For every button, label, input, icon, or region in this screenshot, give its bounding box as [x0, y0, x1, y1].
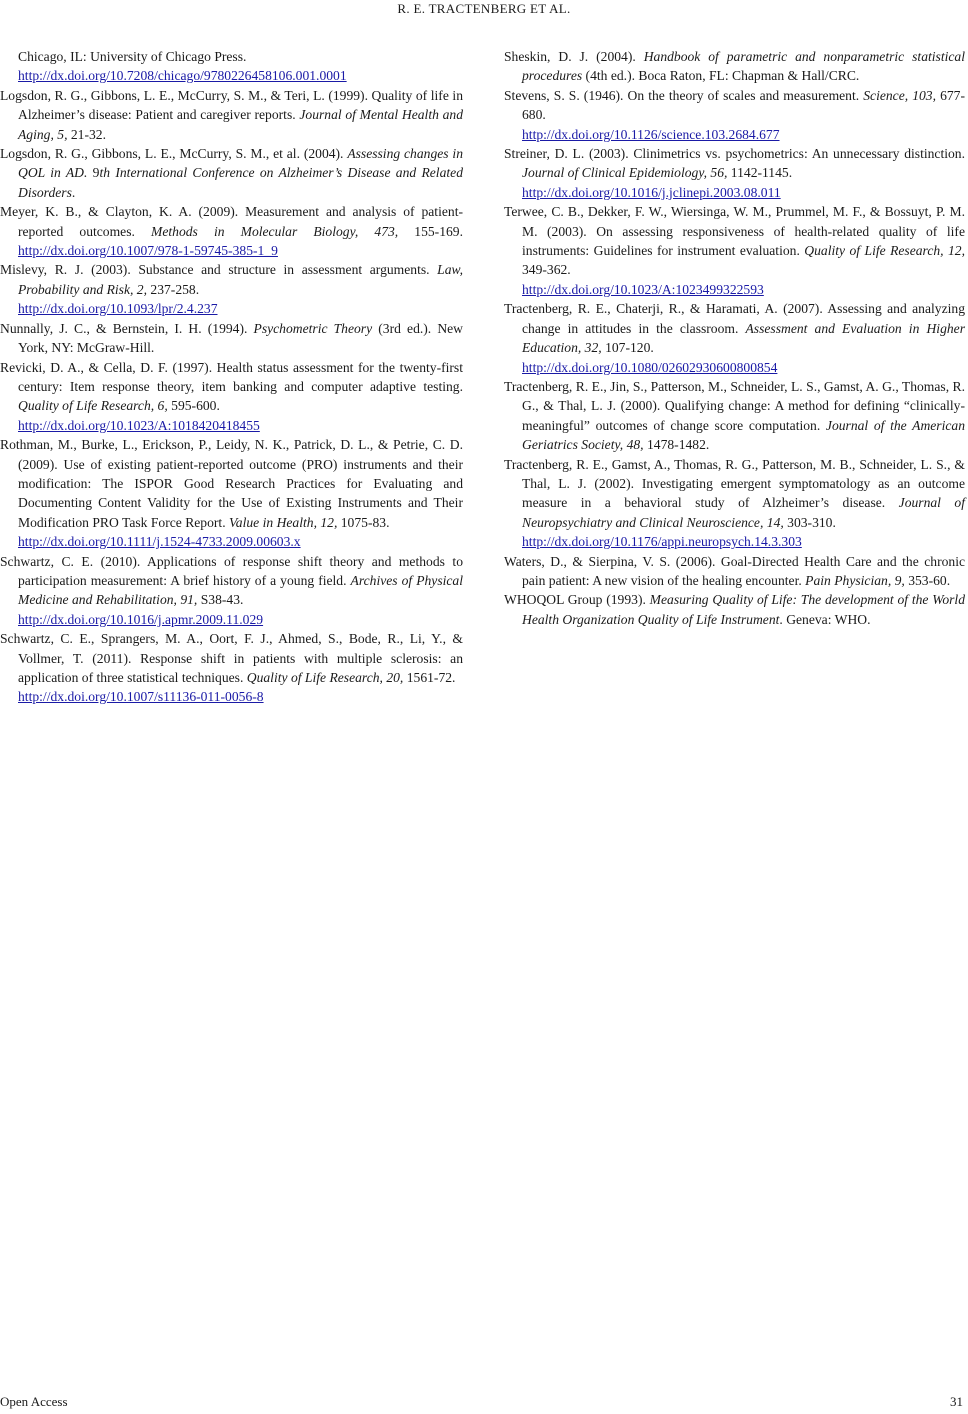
- doi-link[interactable]: http://dx.doi.org/10.1007/978-1-59745-385-1_9: [18, 243, 278, 259]
- reference-entry: [0, 319, 463, 358]
- doi-link[interactable]: http://dx.doi.org/10.1016/j.jclinepi.2003.08.011: [522, 184, 781, 200]
- reference-entry: [0, 435, 463, 551]
- doi-link[interactable]: http://dx.doi.org/10.1111/j.1524-4733.2009.00603.x: [18, 534, 301, 550]
- reference-source-italic: Quality of Life Research, 20,: [246, 670, 404, 685]
- reference-source-italic: Journal of Clinical Epidemiology, 56,: [522, 165, 728, 181]
- reference-text: Tractenberg, R. E., Chaterji, R., & Haramati, A. (2007). Assessing and analyzing change in attitudes in the classroom.: [504, 301, 965, 336]
- reference-source-italic: Assessment and Evaluation in Higher Education, 32,: [522, 320, 965, 356]
- doi-link[interactable]: http://dx.doi.org/10.1176/appi.neuropsych.14.3.303: [522, 534, 802, 550]
- running-head: R. E. TRACTENBERG ET AL.: [397, 1, 571, 16]
- reference-entry: [504, 377, 965, 455]
- reference-text: 303-310.: [783, 514, 836, 530]
- reference-entry: [504, 552, 965, 591]
- reference-text: 237-258.: [147, 281, 200, 297]
- reference-source-italic: Assessing changes in QOL in AD.: [18, 146, 463, 181]
- reference-source-italic: Quality of Life Research, 12,: [804, 243, 965, 259]
- reference-text: (3rd ed.). New York, NY: McGraw-Hill.: [18, 320, 463, 356]
- doi-link[interactable]: http://dx.doi.org/10.1023/A:1023499322593: [522, 281, 764, 297]
- reference-entry: [504, 455, 965, 552]
- reference-text: Terwee, C. B., Dekker, F. W., Wiersinga, W. M., Prummel, M. F., & Bossuyt, P. M. M. (2003). On assessing responsiveness of health-related quality of life instruments: Guidelines for instrument evaluation.: [504, 204, 965, 259]
- reference-text: 1075-83.: [337, 514, 390, 530]
- reference-text: .: [71, 184, 76, 200]
- reference-entry: [504, 590, 965, 629]
- reference-entry: [504, 144, 965, 202]
- reference-text: 1142-1145.: [727, 165, 793, 181]
- reference-text: 1561-72.: [403, 670, 456, 685]
- reference-text: Rothman, M., Burke, L., Erickson, P., Leidy, N. K., Patrick, D. L., & Petrie, C. D. (2009). Use of existing patient-reported outcome (PRO) instruments and their modification: The ISPOR Good Research Practices for Evaluating and Documenting Content Validity for the Use of Existing Instruments and Their Modification PRO Task Force Report.: [0, 437, 463, 530]
- reference-text: Logsdon, R. G., Gibbons, L. E., McCurry, S. M., et al. (2004).: [0, 146, 348, 162]
- reference-text: Schwartz, C. E. (2010). Applications of response shift theory and methods to participation measurement: A brief history of a young field.: [0, 553, 463, 588]
- doi-link[interactable]: http://dx.doi.org/10.1016/j.apmr.2009.11.029: [18, 611, 264, 627]
- reference-source-italic: Law, Probability and Risk, 2,: [18, 262, 463, 297]
- reference-text: Logsdon, R. G., Gibbons, L. E., McCurry, S. M., & Teri, L. (1999). Quality of life in Alzheimer’s disease: Patient and caregiver reports.: [0, 87, 463, 123]
- reference-source-italic: Archives of Physical Medicine and Rehabilitation, 91,: [18, 572, 464, 608]
- reference-text: Revicki, D. A., & Cella, D. F. (1997). Health status assessment for the twenty-first century: Item response theory, item banking and computer adaptive testing.: [0, 359, 463, 394]
- reference-text: Mislevy, R. J. (2003). Substance and structure in assessment arguments.: [0, 262, 438, 278]
- reference-text: WHOQOL Group (1993).: [504, 592, 650, 608]
- reference-source-italic: Science, 103,: [863, 87, 936, 103]
- reference-source-italic: Psychometric Theory: [253, 320, 373, 336]
- reference-text: Chicago, IL: University of Chicago Press.: [18, 49, 247, 64]
- reference-text: S38-43.: [197, 592, 244, 608]
- doi-link[interactable]: http://dx.doi.org/10.7208/chicago/9780226458106.001.0001: [18, 68, 347, 84]
- doi-link[interactable]: http://dx.doi.org/10.1023/A:1018420418455: [18, 417, 260, 433]
- reference-source-italic: Quality of Life Research, 6,: [18, 398, 168, 414]
- reference-entry: [504, 47, 965, 86]
- reference-source-italic: th International Conference on Alzheimer’s Disease and Related Disorders: [18, 165, 463, 200]
- reference-text: 21-32.: [67, 126, 106, 142]
- doi-link[interactable]: http://dx.doi.org/10.1126/science.103.2684.677: [522, 126, 780, 142]
- reference-text: (4th ed.). Boca Raton, FL: Chapman & Hall/CRC.: [582, 68, 860, 84]
- reference-entry: [0, 144, 463, 202]
- reference-source-italic: Journal of the American Geriatrics Society, 48,: [522, 417, 965, 453]
- reference-entry: [504, 86, 965, 144]
- doi-link[interactable]: http://dx.doi.org/10.1080/02602930600800854: [522, 359, 778, 375]
- reference-text: Meyer, K. B., & Clayton, K. A. (2009). Measurement and analysis of patient-reported outcomes.: [0, 204, 463, 239]
- page-number: 31: [950, 1394, 963, 1409]
- reference-entry: [504, 202, 965, 299]
- reference-text: Sheskin, D. J. (2004).: [504, 49, 644, 64]
- reference-text: Streiner, D. L. (2003). Clinimetrics vs. psychometrics: An unnecessary distinction.: [504, 146, 965, 162]
- reference-source-italic: Handbook of parametric and nonparametric statistical procedures: [522, 49, 965, 84]
- reference-entry: [0, 629, 463, 707]
- footer-journal-label: Open Access: [0, 1394, 68, 1409]
- reference-entry: [0, 552, 463, 630]
- reference-text: 353-60.: [904, 572, 951, 588]
- reference-source-italic: Methods in Molecular Biology, 473,: [151, 223, 399, 239]
- reference-text: Stevens, S. S. (1946). On the theory of scales and measurement.: [504, 87, 864, 103]
- reference-entry: [0, 202, 463, 260]
- references-right-column: [504, 47, 965, 629]
- reference-source-italic: Journal of Mental Health and Aging, 5,: [18, 107, 463, 142]
- reference-entry: [0, 47, 463, 86]
- doi-link[interactable]: http://dx.doi.org/10.1007/s11136-011-0056-8: [18, 689, 264, 705]
- reference-source-italic: Value in Health, 12,: [229, 514, 338, 530]
- reference-text: Waters, D., & Sierpina, V. S. (2006). Goal-Directed Health Care and the chronic pain patient: A new vision of the healing encounter.: [504, 553, 965, 588]
- reference-entry: [0, 358, 463, 436]
- reference-text: 677-680.: [522, 87, 965, 123]
- reference-entry: [0, 86, 463, 144]
- reference-source-italic: Pain Physician, 9,: [805, 572, 905, 588]
- reference-text: Schwartz, C. E., Sprangers, M. A., Oort, F. J., Ahmed, S., Bode, R., Li, Y., & Vollmer, T. (2011). Response shift in patients with multiple sclerosis: an application of three statistical techniques.: [0, 631, 463, 685]
- reference-text: 107-120.: [601, 340, 654, 356]
- reference-text: 349-362.: [522, 262, 571, 278]
- reference-text: Nunnally, J. C., & Bernstein, I. H. (1994).: [0, 320, 254, 336]
- reference-text: 155-169.: [398, 223, 464, 239]
- reference-text: Tractenberg, R. E., Jin, S., Patterson, M., Schneider, L. S., Gamst, A. G., Thomas, R. G., & Thal, L. J. (2000). Qualifying change: A method for defining “clinically-meaningful” outcomes of change score computation.: [504, 378, 965, 433]
- reference-text: 595-600.: [167, 398, 220, 414]
- reference-source-italic: Measuring Quality of Life: The development of the World Health Organization Quality of Life Instrument: [522, 592, 965, 627]
- references-left-column: [0, 47, 463, 707]
- reference-source-italic: Journal of Neuropsychiatry and Clinical Neuroscience, 14,: [522, 495, 966, 530]
- reference-text: Tractenberg, R. E., Gamst, A., Thomas, R. G., Patterson, M. B., Schneider, L. S., & Thal, L. J. (2002). Investigating emergent symptomatology as an outcome measure in a behavioral study of Alzheimer’s disease.: [504, 456, 965, 511]
- reference-text: 9: [87, 165, 100, 181]
- reference-text: 1478-1482.: [643, 437, 710, 453]
- doi-link[interactable]: http://dx.doi.org/10.1093/lpr/2.4.237: [18, 301, 218, 317]
- reference-entry: [504, 299, 965, 377]
- reference-entry: [0, 260, 463, 318]
- reference-text: . Geneva: WHO.: [779, 611, 871, 627]
